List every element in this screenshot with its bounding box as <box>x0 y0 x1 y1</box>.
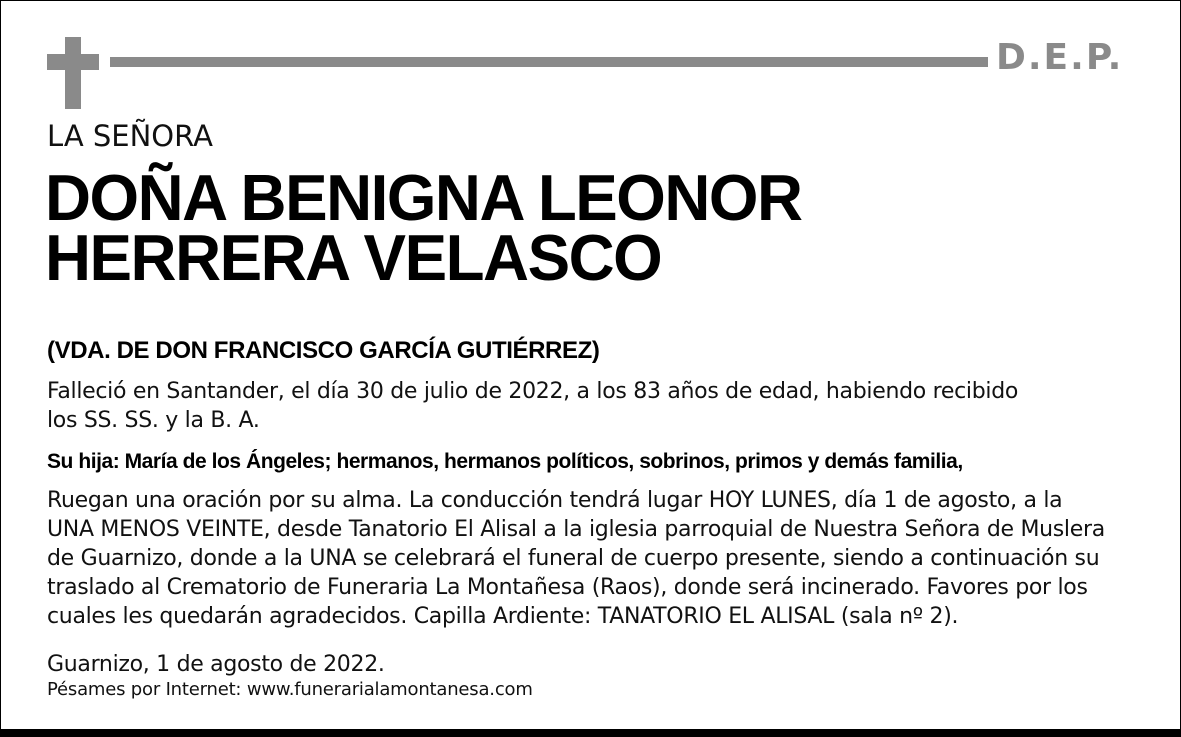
deceased-name <box>45 161 802 294</box>
death-paragraph <box>47 377 1018 435</box>
service-line: Ruegan una oración por su alma. La conducción tendrá lugar HOY LUNES, día 1 de agosto, a la <box>47 488 1063 513</box>
family-line: Su hija: María de los Ángeles; hermanos, hermanos políticos, sobrinos, primos y demás familia, <box>47 450 963 473</box>
condolences-url: Pésames por Internet: www.funerarialamontanesa.com <box>47 679 533 700</box>
bottom-rule <box>0 729 1181 737</box>
dep-mark: D.E.P. <box>996 37 1124 78</box>
header-rule <box>110 57 988 67</box>
name-line: DOÑA BENIGNA LEONOR <box>45 161 802 234</box>
service-paragraph <box>47 486 1105 631</box>
service-line: de Guarnizo, donde a la UNA se celebrará el funeral de cuerpo presente, siendo a continuación su <box>47 546 1100 571</box>
death-line: Falleció en Santander, el día 30 de julio de 2022, a los 83 años de edad, habiendo recibido <box>47 379 1019 404</box>
name-line: HERRERA VELASCO <box>45 221 662 294</box>
cross-horizontal-bar <box>47 54 99 70</box>
widow-of: (VDA. DE DON FRANCISCO GARCÍA GUTIÉRREZ) <box>47 337 600 364</box>
death-line: los SS. SS. y la B. A. <box>47 408 260 433</box>
cross-vertical-bar <box>65 37 81 109</box>
service-line: cuales les quedarán agradecidos. Capilla Ardiente: TANATORIO EL ALISAL (sala nº 2). <box>47 604 959 629</box>
intro-label: LA SEÑORA <box>47 119 213 153</box>
service-line: traslado al Crematorio de Funeraria La Montañesa (Raos), donde será incinerado. Favores por los <box>47 575 1088 600</box>
service-line: UNA MENOS VEINTE, desde Tanatorio El Alisal a la iglesia parroquial de Nuestra Señora de Muslera <box>47 517 1105 542</box>
place-date: Guarnizo, 1 de agosto de 2022. <box>47 652 385 677</box>
